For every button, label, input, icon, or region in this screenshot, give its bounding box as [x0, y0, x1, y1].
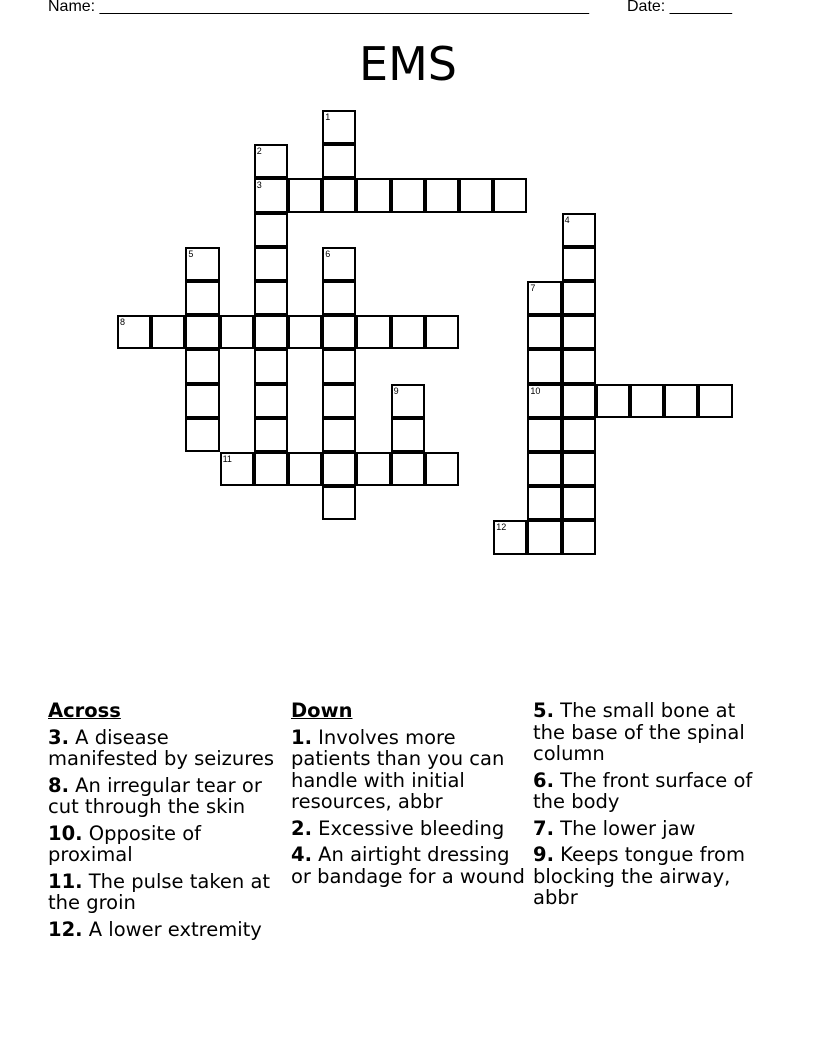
- crossword-cell[interactable]: [425, 178, 459, 212]
- crossword-cell[interactable]: [117, 315, 151, 349]
- clue-number: 8.: [48, 773, 69, 797]
- crossword-cell[interactable]: [288, 178, 322, 212]
- crossword-cell[interactable]: [185, 247, 219, 281]
- clue-item: [48, 919, 283, 941]
- crossword-cell[interactable]: [322, 144, 356, 178]
- name-field[interactable]: Name: _______________________________________________________: [48, 0, 589, 15]
- crossword-cell[interactable]: [254, 418, 288, 452]
- clue-item: [291, 844, 526, 887]
- crossword-cell[interactable]: [322, 349, 356, 383]
- crossword-cell[interactable]: [254, 452, 288, 486]
- clue-text: The pulse taken at the groin: [48, 869, 271, 914]
- crossword-cell[interactable]: [493, 520, 527, 554]
- clue-number: 5.: [533, 699, 554, 722]
- crossword-cell[interactable]: [220, 452, 254, 486]
- crossword-cell[interactable]: [425, 315, 459, 349]
- crossword-cell[interactable]: [459, 178, 493, 212]
- clue-number: 6: [325, 248, 331, 259]
- clue-number: 12.: [48, 917, 83, 941]
- crossword-cell[interactable]: [664, 384, 698, 418]
- clue-number: 5: [188, 248, 194, 259]
- clue-number: 10.: [48, 821, 83, 845]
- crossword-cell[interactable]: [391, 418, 425, 452]
- crossword-cell[interactable]: [220, 315, 254, 349]
- clue-number: 10: [530, 385, 541, 396]
- clue-text: An irregular tear or cut through the skin: [48, 773, 262, 818]
- page-title: EMS: [359, 37, 457, 91]
- clue-text: Excessive bleeding: [311, 816, 505, 840]
- crossword-cell[interactable]: [185, 384, 219, 418]
- crossword-cell[interactable]: [322, 452, 356, 486]
- crossword-cell[interactable]: [356, 315, 390, 349]
- crossword-cell[interactable]: [596, 384, 630, 418]
- crossword-cell[interactable]: [322, 178, 356, 212]
- clue-text: The lower jaw: [553, 816, 696, 840]
- clue-text: A disease manifested by seizures: [48, 725, 274, 770]
- crossword-cell[interactable]: [391, 384, 425, 418]
- crossword-cell[interactable]: [356, 452, 390, 486]
- crossword-cell[interactable]: [322, 110, 356, 144]
- crossword-cell[interactable]: [391, 315, 425, 349]
- crossword-cell[interactable]: [425, 452, 459, 486]
- clue-text: An airtight dressing or bandage for a wound: [291, 843, 525, 888]
- crossword-cell[interactable]: [322, 281, 356, 315]
- crossword-cell[interactable]: [698, 384, 732, 418]
- clue-text: Opposite of proximal: [48, 821, 201, 866]
- across-heading: Across: [48, 699, 121, 722]
- crossword-cell[interactable]: [185, 281, 219, 315]
- crossword-cell[interactable]: [254, 247, 288, 281]
- crossword-cell[interactable]: [322, 384, 356, 418]
- crossword-cell[interactable]: [527, 281, 561, 315]
- crossword-cell[interactable]: [254, 384, 288, 418]
- crossword-cell[interactable]: [527, 520, 561, 554]
- crossword-cell[interactable]: [151, 315, 185, 349]
- clue-number: 11: [222, 454, 232, 464]
- clue-item: [291, 727, 526, 813]
- crossword-cell[interactable]: [630, 384, 664, 418]
- crossword-cell[interactable]: [562, 281, 596, 315]
- clue-item: [533, 700, 773, 765]
- crossword-cell[interactable]: [185, 349, 219, 383]
- crossword-cell[interactable]: [391, 178, 425, 212]
- crossword-cell[interactable]: [527, 452, 561, 486]
- across-clues: [48, 700, 283, 945]
- clue-number: 7: [530, 283, 536, 293]
- crossword-cell[interactable]: [185, 418, 219, 452]
- crossword-cell[interactable]: [322, 486, 356, 520]
- clue-item: [533, 844, 773, 909]
- clue-number: 3: [256, 180, 262, 191]
- clue-number: 1.: [291, 725, 312, 749]
- crossword-cell[interactable]: [322, 418, 356, 452]
- crossword-cell[interactable]: [562, 418, 596, 452]
- clue-item: [48, 823, 283, 866]
- crossword-cell[interactable]: [562, 349, 596, 383]
- crossword-cell[interactable]: [288, 452, 322, 486]
- crossword-cell[interactable]: [322, 315, 356, 349]
- crossword-cell[interactable]: [562, 213, 596, 247]
- clue-number: 12: [496, 522, 507, 533]
- down-heading: Down: [291, 699, 353, 722]
- crossword-cell[interactable]: [254, 349, 288, 383]
- crossword-cell[interactable]: [254, 213, 288, 247]
- down-clues-continued: [533, 700, 773, 914]
- crossword-cell[interactable]: [527, 418, 561, 452]
- clue-number: 9.: [533, 843, 554, 866]
- clue-item: [48, 727, 283, 770]
- clue-number: 2.: [291, 816, 312, 840]
- clue-text: A lower extremity: [82, 917, 262, 941]
- clue-text: The front surface of the body: [533, 768, 753, 813]
- clue-number: 9: [393, 385, 399, 396]
- clue-item: [48, 775, 283, 818]
- crossword-cell[interactable]: [185, 315, 219, 349]
- crossword-cell[interactable]: [527, 384, 561, 418]
- crossword-cell[interactable]: [527, 486, 561, 520]
- crossword-cell[interactable]: [527, 315, 561, 349]
- clue-number: 4.: [291, 843, 312, 866]
- crossword-cell[interactable]: [562, 384, 596, 418]
- crossword-cell[interactable]: [288, 315, 322, 349]
- clue-item: [48, 871, 283, 914]
- crossword-cell[interactable]: [254, 144, 288, 178]
- clue-number: 8: [120, 317, 126, 328]
- down-clues: [291, 700, 526, 892]
- crossword-cell[interactable]: [254, 281, 288, 315]
- crossword-cell[interactable]: [562, 452, 596, 486]
- clue-number: 11.: [48, 869, 83, 893]
- clue-number: 6.: [533, 768, 554, 792]
- crossword-cell[interactable]: [562, 315, 596, 349]
- clue-text: The small bone at the base of the spinal column: [533, 699, 745, 765]
- crossword-cell[interactable]: [562, 247, 596, 281]
- date-field[interactable]: Date: _______: [627, 0, 732, 15]
- crossword-cell[interactable]: [356, 178, 390, 212]
- crossword-cell[interactable]: [254, 178, 288, 212]
- clue-number: 1: [325, 112, 331, 122]
- clue-number: 4: [564, 214, 570, 225]
- crossword-cell[interactable]: [493, 178, 527, 212]
- crossword-cell[interactable]: [562, 486, 596, 520]
- crossword-cell[interactable]: [562, 520, 596, 554]
- clue-text: Involves more patients than you can handle with initial resources, abbr: [291, 725, 505, 813]
- clue-number: 7.: [533, 816, 554, 840]
- clue-text: Keeps tongue from blocking the airway, abbr: [533, 843, 745, 909]
- crossword-cell[interactable]: [322, 247, 356, 281]
- clue-item: [533, 770, 773, 813]
- clue-item: [291, 818, 526, 840]
- crossword-cell[interactable]: [527, 349, 561, 383]
- clue-item: [533, 818, 773, 840]
- crossword-cell[interactable]: [391, 452, 425, 486]
- crossword-cell[interactable]: [254, 315, 288, 349]
- clue-number: 3.: [48, 725, 69, 749]
- clue-number: 2: [256, 146, 262, 157]
